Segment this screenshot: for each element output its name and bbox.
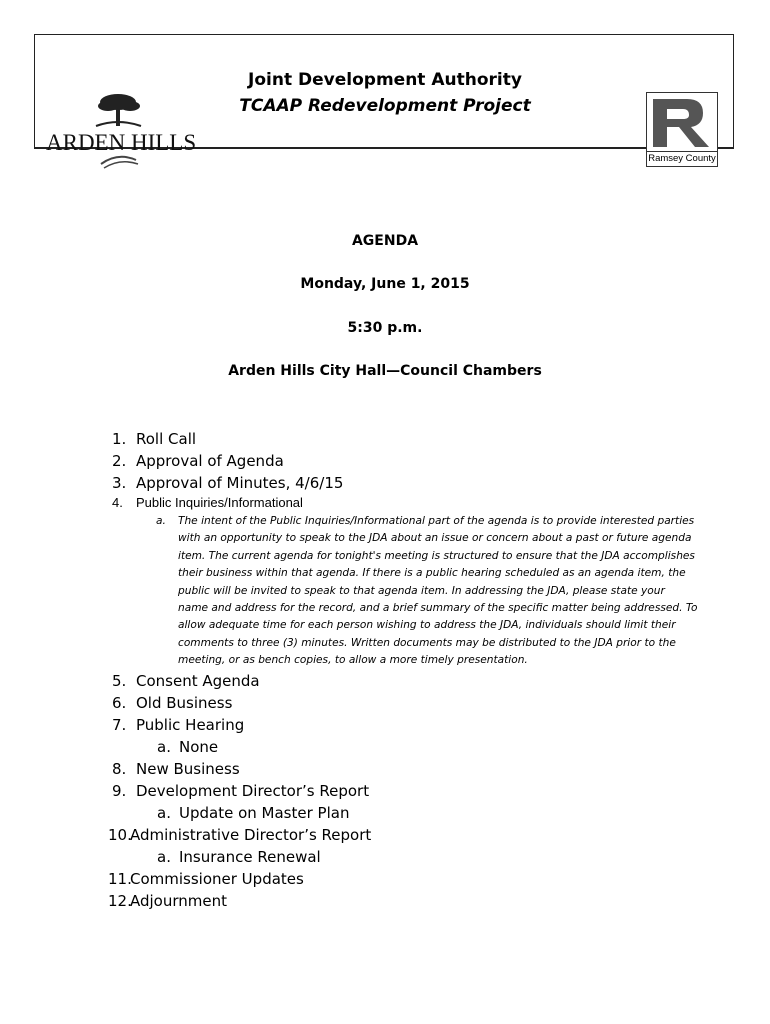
- item-number: 9.: [112, 781, 127, 800]
- item-number: 12.: [108, 891, 132, 910]
- ramsey-county-label: Ramsey County: [646, 152, 718, 167]
- arden-hills-logo: [46, 92, 206, 172]
- item-number: 2.: [112, 452, 127, 470]
- item-label: Approval of Minutes, 4/6/15: [136, 474, 344, 492]
- list-item: [112, 494, 692, 511]
- sub-item-letter: a.: [156, 515, 166, 527]
- sub-item: [112, 846, 692, 868]
- sub-item-label: Update on Master Plan: [179, 803, 350, 822]
- item-label: Old Business: [136, 693, 233, 712]
- public-inquiries-note: [112, 513, 698, 670]
- list-item: [108, 824, 692, 846]
- item-label: Public Hearing: [136, 715, 245, 734]
- sub-item-letter: a.: [157, 737, 171, 756]
- list-item: [112, 692, 692, 714]
- ramsey-county-logo: [646, 92, 720, 168]
- ramsey-r-icon: [647, 93, 717, 151]
- item-number: 3.: [112, 474, 127, 492]
- note-text: The intent of the Public Inquiries/Informational part of the agenda is to provide interested parties with an opportunity to speak to the JDA about an issue or concern about a past or future agenda item. The current agenda for tonight's meeting is structured to ensure that the JDA accomplishes their business within that agenda. If there is a public hearing scheduled as an agenda item, the public will be invited to speak to that agenda item. In addressing the JDA, please state your name and address for the record, and a brief summary of the specific matter being addressed. To allow adequate time for each person wishing to address the JDA, individuals should limit their comments to three (3) minutes. Written documents may be distributed to the JDA prior to the meeting, or as bench copies, to allow a more timely presentation.: [178, 515, 698, 667]
- list-item: [108, 890, 692, 912]
- meeting-location: Arden Hills City Hall—Council Chambers: [228, 363, 542, 379]
- item-number: 7.: [112, 715, 127, 734]
- document-subtitle: TCAAP Redevelopment Project: [239, 96, 531, 116]
- sub-item-label: Insurance Renewal: [179, 847, 321, 866]
- item-label: Roll Call: [136, 430, 197, 448]
- item-label: Public Inquiries/Informational: [136, 495, 303, 510]
- item-number: 10.: [108, 825, 132, 844]
- arden-hills-logo-text: ARDEN HILLS: [46, 130, 197, 155]
- item-label: Consent Agenda: [136, 671, 260, 690]
- list-item: [112, 450, 692, 472]
- sub-item-letter: a.: [157, 803, 171, 822]
- sub-item-label: None: [179, 737, 219, 756]
- sub-item: [112, 736, 692, 758]
- item-number: 8.: [112, 759, 127, 778]
- list-item: [112, 780, 692, 802]
- list-item: [112, 428, 692, 450]
- item-label: Commissioner Updates: [130, 869, 304, 888]
- item-label: New Business: [136, 759, 240, 778]
- item-number: 11.: [108, 869, 132, 888]
- meeting-time: 5:30 p.m.: [347, 320, 423, 336]
- list-item: [108, 868, 692, 890]
- item-label: Adjournment: [130, 891, 228, 910]
- item-number: 1.: [112, 430, 127, 448]
- item-number: 6.: [112, 693, 127, 712]
- list-item: [112, 714, 692, 736]
- ramsey-county-mark: [646, 92, 718, 152]
- agenda-list: [108, 428, 698, 912]
- sub-item-letter: a.: [157, 847, 171, 866]
- item-number: 4.: [112, 495, 123, 510]
- agenda-heading: AGENDA: [351, 233, 419, 249]
- meeting-date: Monday, June 1, 2015: [300, 276, 470, 292]
- item-label: Development Director’s Report: [136, 781, 370, 800]
- list-item: [112, 472, 692, 494]
- item-label: Administrative Director’s Report: [130, 825, 372, 844]
- item-number: 5.: [112, 671, 127, 690]
- document-title: Joint Development Authority: [248, 70, 522, 90]
- list-item: [112, 670, 692, 692]
- sub-item: [112, 802, 692, 824]
- item-label: Approval of Agenda: [136, 452, 284, 470]
- list-item: [112, 758, 692, 780]
